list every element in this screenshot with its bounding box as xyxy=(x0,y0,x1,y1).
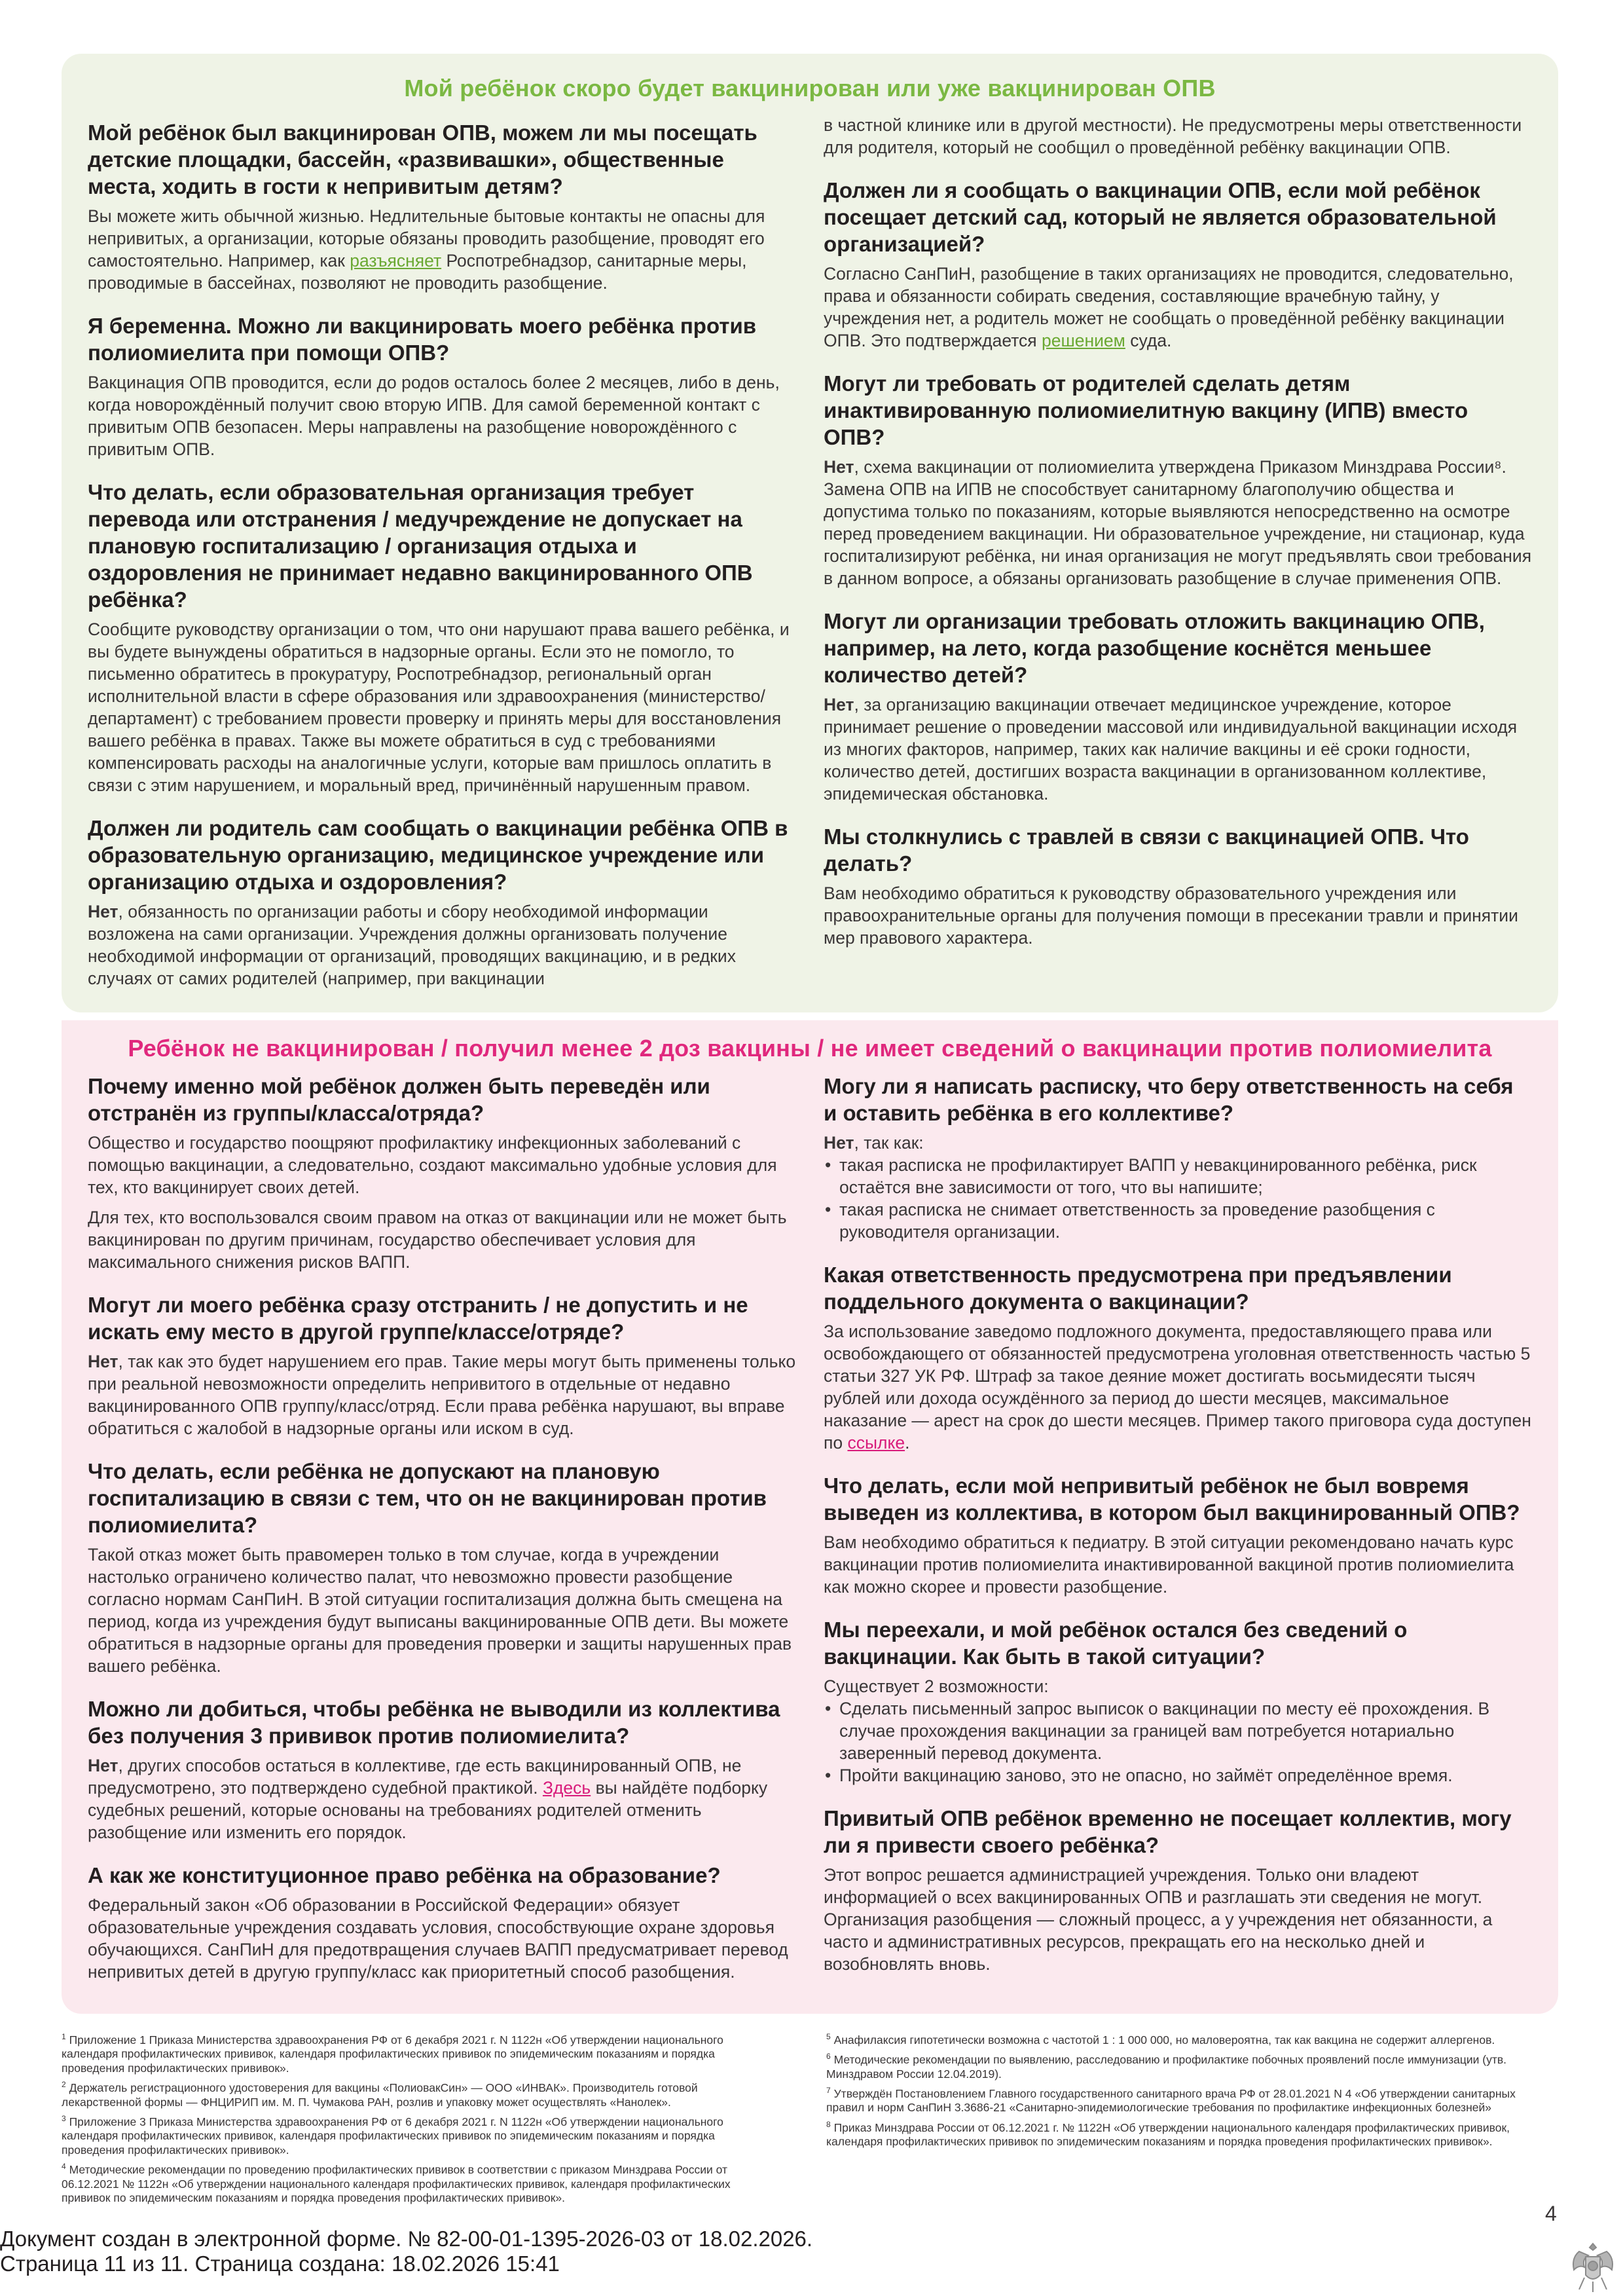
question: Что делать, если мой непривитый ребёнок не был вовремя выведен из коллектива, в котором был вакцинированный ОПВ? xyxy=(824,1473,1520,1525)
answer: За использование заведомо подложного документа, предоставляющего права или освобождающего от обязанностей предусмотрена уголовная ответственность частью 5 статьи 327 УК РФ. Штраф за такое деяние может достигать восьмидесяти тысяч рублей или дохода осуждённого за период до шести месяцев, максимальное наказание — арест на срок до шести месяцев. Пример такого приговора суда доступен по ссылке. xyxy=(824,1322,1531,1453)
list-item: • такая расписка не снимает ответственность за проведение разобщения с руководителя организации. xyxy=(824,1198,1532,1243)
footnote: $^7$ Утверждён Постановлением Главного государственного санитарного врача РФ от 28.01.2021 N 4 «Об утверждении санитарных правил и норм СанПиН 3.3686-21 «Санитарно-эпидемиологические требования по профилактике инфекционных болезней» xyxy=(826,2086,1516,2115)
list-item: • такая расписка не профилактирует ВАПП у невакцинированного ребёнка, риск остаётся вне зависимости от того, что вы напишите; xyxy=(824,1154,1532,1198)
green-section-title: Мой ребёнок скоро будет вакцинирован или уже вакцинирован ОПВ xyxy=(404,75,1216,102)
pink-section xyxy=(62,1020,1558,2014)
footnotes-right xyxy=(826,2030,1533,2152)
answer: Общество и государство поощряют профилактику инфекционных заболеваний с помощью вакцинации, а следовательно, создают максимально удобные условия для тех, кто вакцинирует своих детей. Для тех, кто воспользовался своим правом на отказ от вакцинации или не может быть вакцинирован по другим причинам, государство обеспечивает условия для максимального снижения рисков ВАПП. xyxy=(88,1133,787,1272)
faq-item xyxy=(824,823,1532,949)
answer: Вы можете жить обычной жизнью. Недлительные бытовые контакты не опасны для непривитых, а организации, которые обязаны проводить разобщение, проводят его самостоятельно. Например, как разъясняет Роспотребнадзор, санитарные меры, проводимые в бассейнах, позволяют не проводить разобщение. xyxy=(88,206,765,293)
question: Могут ли организации требовать отложить вакцинацию ОПВ, например, на лето, когда разобщение коснётся меньшее количество детей? xyxy=(824,609,1485,687)
court-decision-link[interactable]: решением xyxy=(1042,331,1125,350)
coat-of-arms-icon xyxy=(1566,2238,1620,2295)
answer: Такой отказ может быть правомерен только в том случае, когда в учреждении настолько ограничено количество палат, что невозможно провести разобщение согласно нормам СанПиН. В этой ситуации госпитализация должна быть смещена на период, когда из учреждения будут выписаны вакцинированные ОПВ дети. Вы можете обратиться в надзорные органы для проведения проверки и защиты нарушенных прав вашего ребёнка. xyxy=(88,1545,792,1676)
green-section xyxy=(62,54,1558,1012)
answer: Вакцинация ОПВ проводится, если до родов осталось более 2 месяцев, либо в день, когда новорождённый получит свою вторую ИПВ. Для самой беременной контакт с привитым ОПВ безопасен. Меры направлены на разобщение новорождённого с привитым ОПВ. xyxy=(88,373,780,459)
stamp-line: Страница 11 из 11. Страница создана: 18.02.2026 15:41 xyxy=(0,2251,560,2276)
answer: Нет, схема вакцинации от полиомиелита утверждена Приказом Минздрава России⁸. Замена ОПВ на ИПВ не способствует санитарному благополучию общества и допустима только по показаниям, которые выявляются непосредственно на осмотре перед проведением вакцинации. Ни образовательное учреждение, ни стационар, куда госпитализируют ребёнка, ни иная организация не могут предъявлять свои требования в данном вопросе, а обязаны организовать разобщение в случае применения ОПВ. xyxy=(824,457,1532,588)
faq-item xyxy=(824,1616,1532,1787)
pink-left-column xyxy=(88,1073,796,2001)
answer: Нет, других способов остаться в коллективе, где есть вакцинированный ОПВ, не предусмотрено, это подтверждено судебной практикой. Здесь вы найдёте подборку судебных решений, которые основаны на требованиях родителей отменить разобщение или изменить его порядок. xyxy=(88,1756,768,1842)
answer: Федеральный закон «Об образовании в Российской Федерации» обязует образовательные учреждения создавать условия, способствующие охране здоровья обучающихся. СанПиН для предотвращения случаев ВАПП предусматривает перевод непривитых детей в другую группу/класс как приоритетный способ разобщения. xyxy=(88,1895,788,1982)
faq-item xyxy=(88,1458,796,1677)
footnote: $^8$ Приказ Минздрава России от 06.12.2021 г. № 1122Н «Об утверждении национального календаря профилактических прививок, календаря профилактических прививок по эпидемическим показаниям и порядка проведения профилактических прививок». xyxy=(826,2119,1510,2149)
page-number: 4 xyxy=(1545,2202,1557,2225)
footnote: $^1$ Приложение 1 Приказа Министерства здравоохранения РФ от 6 декабря 2021 г. N 1122н «Об утверждении национального календаря профилактических прививок, календаря профилактических прививок по эпидемическим показаниям и порядка проведения профилактических прививок». xyxy=(62,2032,723,2075)
question: Могут ли моего ребёнка сразу отстранить / не допустить и не искать ему место в другой группе/классе/отряде? xyxy=(88,1293,748,1344)
footnote: $^6$ Методические рекомендации по выявлению, расследованию и профилактике побочных проявлений после иммунизации (утв. Минздравом России 12.04.2019). xyxy=(826,2052,1507,2081)
answer: Нет, за организацию вакцинации отвечает медицинское учреждение, которое принимает решение о проведении массовой или индивидуальной вакцинации исходя из многих факторов, например, таких как наличие вакцины и её сроки годности, количество детей, достигших возраста вакцинации в организованном коллективе, эпидемическая обстановка. xyxy=(824,695,1518,804)
faq-item xyxy=(824,1261,1532,1454)
footnotes-left xyxy=(62,2030,769,2208)
question: Должен ли родитель сам сообщать о вакцинации ребёнка ОПВ в образовательную организацию, медицинское учреждение или организацию отдыха и оздоровления? xyxy=(88,816,788,894)
faq-item xyxy=(824,1472,1532,1598)
question: Могут ли требовать от родителей сделать детям инактивированную полиомиелитную вакцину (ИПВ) вместо ОПВ? xyxy=(824,371,1468,449)
question: Могу ли я написать расписку, что беру ответственность на себя и оставить ребёнка в его коллективе? xyxy=(824,1074,1514,1125)
rospotrebnadzor-link[interactable]: разъясняет xyxy=(350,251,442,270)
answer: Вам необходимо обратиться к руководству образовательного учреждения или правоохранительные органы для получения помощи в пресекании травли и принятии мер правового характера. xyxy=(824,883,1518,948)
answer: Нет, обязанность по организации работы и сбору необходимой информации возложена на сами организации. Учреждения должны организовать получение необходимой информации от организаций, проводящих вакцинацию, и в редких случаях от самих родителей (например, при вакцинации xyxy=(88,902,736,988)
faq-item xyxy=(824,177,1532,352)
question: Мой ребёнок был вакцинирован ОПВ, можем ли мы посещать детские площадки, бассейн, «развивашки», общественные места, ходить в гости к непривитым детям? xyxy=(88,120,757,198)
footnote: $^3$ Приложение 3 Приказа Министерства здравоохранения РФ от 6 декабря 2021 г. N 1122н «Об утверждении национального календаря профилактических прививок, календаря профилактических прививок по эпидемическим показаниям и порядка проведения профилактических прививок». xyxy=(62,2114,723,2157)
stamp-line: Документ создан в электронной форме. № 82-00-01-1395-2026-03 от 18.02.2026. xyxy=(0,2227,813,2251)
footnote: $^2$ Держатель регистрационного удостоверения для вакцины «ПолиовакСин» — ООО «ИНВАК». Производитель готовой лекарственной формы — ФНЦИРИП им. М. П. Чумакова РАН, розлив и упаковку может осуществлять «Нанолек». xyxy=(62,2080,698,2109)
answer: Согласно СанПиН, разобщение в таких организациях не проводится, следовательно, права и обязанности собирать сведения, составляющие врачебную тайну, у учреждения нет, а родитель может не сообщать о проведённой ребёнку вакцинации ОПВ. Это подтверждается решением суда. xyxy=(824,264,1514,350)
faq-item xyxy=(824,1805,1532,1975)
pink-section-title: Ребёнок не вакцинирован / получил менее 2 доз вакцины / не имеет сведений о вакцинации против полиомиелита xyxy=(128,1035,1492,1062)
question: Мы столкнулись с травлей в связи с вакцинацией ОПВ. Что делать? xyxy=(824,824,1469,876)
pink-right-column xyxy=(824,1073,1532,1993)
faq-item xyxy=(88,1291,796,1439)
faq-item xyxy=(824,1073,1532,1243)
faq-item xyxy=(88,312,796,460)
green-left-column xyxy=(88,119,796,1008)
question: Что делать, если образовательная организация требует перевода или отстранения / медучреждение не допускает на плановую госпитализацию / организация отдыха и оздоровления не принимает недавно вакцинированного ОПВ ребёнка? xyxy=(88,480,753,612)
footnote: $^4$ Методические рекомендации по проведению профилактических прививок в соответствии с приказом Минздрава России от 06.12.2021 № 1122н «Об утверждении национального календаря профилактических прививок, календаря профилактических прививок по эпидемическим показаниям и порядка проведения профилактических прививок». xyxy=(62,2162,731,2205)
faq-item xyxy=(88,479,796,796)
question: Должен ли я сообщать о вакцинации ОПВ, если мой ребёнок посещает детский сад, который не является образовательной организацией? xyxy=(824,178,1497,256)
list-item: • Пройти вакцинацию заново, это не опасно, но займёт определённое время. xyxy=(824,1764,1532,1787)
answer: Этот вопрос решается администрацией учреждения. Только они владеют информацией о всех вакцинированных ОПВ и разглашать эти сведения не могут. Организация разобщения — сложный процесс, а у учреждения нет обязанности, а часто и административных ресурсов, прекращать его на несколько дней и возобновлять вновь. xyxy=(824,1865,1493,1974)
question: Какая ответственность предусмотрена при предъявлении поддельного документа о вакцинации? xyxy=(824,1263,1452,1314)
faq-item xyxy=(88,1862,796,1983)
verdict-link[interactable]: ссылке xyxy=(847,1433,905,1453)
green-right-column xyxy=(824,114,1532,967)
faq-item xyxy=(88,119,796,294)
question: Мы переехали, и мой ребёнок остался без сведений о вакцинации. Как быть в такой ситуации? xyxy=(824,1618,1408,1669)
faq-item xyxy=(88,1073,796,1273)
faq-item xyxy=(824,608,1532,805)
answer: Вам необходимо обратиться к педиатру. В этой ситуации рекомендовано начать курс вакцинации против полиомиелита инактивированной вакциной против полиомиелита как можно скорее и провести разобщение. xyxy=(824,1532,1514,1597)
document-stamp xyxy=(0,2227,812,2276)
answer: Нет, так как: • такая расписка не профилактирует ВАПП у невакцинированного ребёнка, риск остаётся вне зависимости от того, что вы напишите; • такая расписка не снимает ответственность за проведение разобщения с руководителя организации. xyxy=(824,1132,1532,1243)
question: Почему именно мой ребёнок должен быть переведён или отстранён из группы/класса/отряда? xyxy=(88,1074,710,1125)
question: Можно ли добиться, чтобы ребёнка не выводили из коллектива без получения 3 прививок против полиомиелита? xyxy=(88,1697,780,1748)
answer: Существует 2 возможности: • Сделать письменный запрос выписок о вакцинации по месту её прохождения. В случае прохождения вакцинации за границей вам потребуется нотариально заверенный перевод документа. • Пройти вакцинацию заново, это не опасно, но займёт определённое время. xyxy=(824,1675,1532,1787)
footnote: $^5$ Анафилаксия гипотетически возможна с частотой 1 : 1 000 000, но маловероятна, так как вакцина не содержит аллергенов. xyxy=(826,2032,1495,2046)
answer: Нет, так как это будет нарушением его прав. Такие меры могут быть применены только при реальной невозможности определить непривитого в отдельные от недавно вакцинированного ОПВ группу/класс/отряд. Если права ребёнка нарушают, вы вправе обратиться с жалобой в надзорные органы или иском в суд. xyxy=(88,1352,796,1438)
question: Что делать, если ребёнка не допускают на плановую госпитализацию в связи с тем, что он не вакцинирован против полиомиелита? xyxy=(88,1459,767,1537)
question: А как же конституционное право ребёнка на образование? xyxy=(88,1863,721,1887)
question: Я беременна. Можно ли вакцинировать моего ребёнка против полиомиелита при помощи ОПВ? xyxy=(88,314,757,365)
faq-item xyxy=(824,370,1532,589)
faq-item xyxy=(88,815,796,990)
list-item: • Сделать письменный запрос выписок о вакцинации по месту её прохождения. В случае прохождения вакцинации за границей вам потребуется нотариально заверенный перевод документа. xyxy=(824,1697,1532,1764)
answer: Сообщите руководству организации о том, что они нарушают права вашего ребёнка, и вы будете вынуждены обратиться в надзорные органы. Если это не помогло, то письменно обратитесь в прокуратуру, Роспотребнадзор, региональный орган исполнительной власти в сфере образования или здравоохранения (министерство/департамент) с требованием провести проверку и принять меры для восстановления вашего ребёнка в правах. Также вы можете обратиться в суд с требованиями компенсировать расходы на аналогичные услуги, которые вам пришлось оплатить в связи с этим нарушением, и моральный вред, причинённый нарушенным правом. xyxy=(88,620,790,795)
answer-continuation: в частной клинике или в другой местности). Не предусмотрены меры ответственности для родителя, который не сообщил о проведённой ребёнку вакцинации ОПВ. xyxy=(824,115,1522,157)
question: Привитый ОПВ ребёнок временно не посещает коллектив, могу ли я привести своего ребёнка? xyxy=(824,1806,1512,1857)
faq-item xyxy=(88,1695,796,1843)
court-practice-link[interactable]: Здесь xyxy=(542,1778,591,1798)
